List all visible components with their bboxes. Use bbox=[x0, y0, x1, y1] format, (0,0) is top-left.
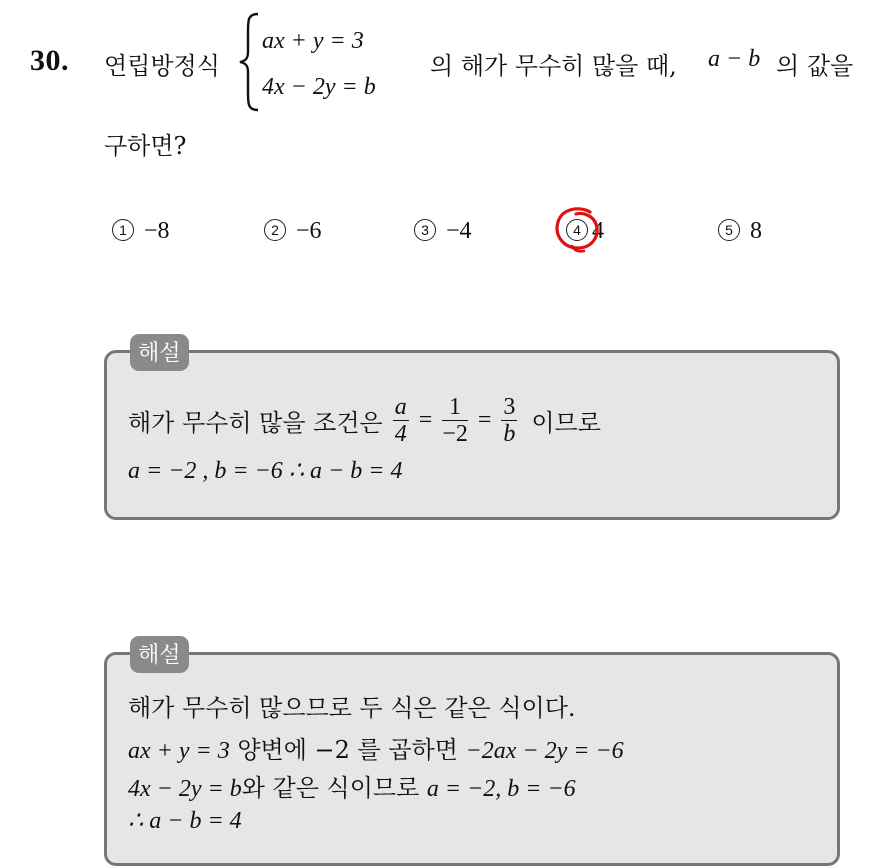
fraction-numerator: 3 bbox=[503, 394, 516, 420]
expr: ax + y = 3 bbox=[128, 738, 230, 764]
fraction-1-over-neg2 bbox=[442, 394, 468, 447]
fraction-denominator: 4 bbox=[394, 421, 407, 447]
solution-tag-2: 해설 bbox=[130, 636, 189, 673]
choice-2[interactable] bbox=[264, 216, 322, 245]
solution1-line1 bbox=[128, 394, 601, 447]
question-prompt-suffix-b: 의 값을 bbox=[776, 52, 854, 80]
choice-value: 8 bbox=[750, 218, 762, 244]
answer-circle-mark-icon bbox=[550, 202, 606, 258]
choice-marker: 4 bbox=[566, 219, 588, 241]
choice-marker: 3 bbox=[414, 219, 436, 241]
question-number: 30. bbox=[30, 44, 69, 77]
solution-tag-1: 해설 bbox=[130, 334, 189, 371]
question-prompt-prefix: 연립방정식 bbox=[104, 52, 220, 80]
solution2-line2 bbox=[128, 730, 624, 765]
question-prompt-suffix-a: 의 해가 무수히 많을 때, bbox=[430, 52, 677, 80]
text: 와 같은 식이므로 bbox=[241, 774, 420, 802]
system-equation-2: 4x − 2y = b bbox=[262, 74, 376, 100]
fraction-3-over-b bbox=[501, 394, 517, 447]
choice-3[interactable] bbox=[414, 216, 472, 245]
system-equation-1: ax + y = 3 bbox=[262, 28, 364, 54]
choice-marker: 2 bbox=[264, 219, 286, 241]
choice-value: 4 bbox=[592, 218, 604, 244]
fraction-a-over-4 bbox=[393, 394, 409, 447]
expr: 4x − 2y = b bbox=[128, 776, 242, 802]
question-prompt-line2: 구하면? bbox=[104, 132, 187, 160]
choice-value: −8 bbox=[144, 218, 170, 244]
solution1-text-prefix: 해가 무수히 많을 조건은 bbox=[128, 409, 383, 437]
fraction-denominator: −2 bbox=[442, 421, 468, 447]
fraction-denominator: b bbox=[503, 421, 516, 447]
fraction-numerator: 1 bbox=[442, 394, 468, 421]
question-expression: a − b bbox=[708, 46, 761, 72]
equals-sign: = bbox=[418, 407, 433, 433]
solution1-text-suffix: 이므로 bbox=[531, 409, 601, 437]
choice-5[interactable] bbox=[718, 216, 762, 245]
expr: −2ax − 2y = −6 bbox=[465, 738, 624, 764]
choice-marker: 5 bbox=[718, 219, 740, 241]
equals-sign: = bbox=[477, 407, 492, 433]
expr: a = −2, b = −6 bbox=[426, 776, 576, 802]
solution2-line3 bbox=[128, 768, 576, 803]
text: 양변에 −2 를 곱하면 bbox=[237, 736, 458, 764]
choice-value: −6 bbox=[296, 218, 322, 244]
solution2-line1: 해가 무수히 많으므로 두 식은 같은 식이다. bbox=[128, 694, 576, 722]
choice-1[interactable] bbox=[112, 216, 170, 245]
solution2-line4: ∴ a − b = 4 bbox=[128, 808, 242, 834]
fraction-numerator: a bbox=[394, 394, 407, 420]
choice-marker: 1 bbox=[112, 219, 134, 241]
solution1-line2: a = −2 , b = −6 ∴ a − b = 4 bbox=[128, 458, 403, 484]
left-brace-icon bbox=[238, 12, 262, 112]
choice-value: −4 bbox=[446, 218, 472, 244]
